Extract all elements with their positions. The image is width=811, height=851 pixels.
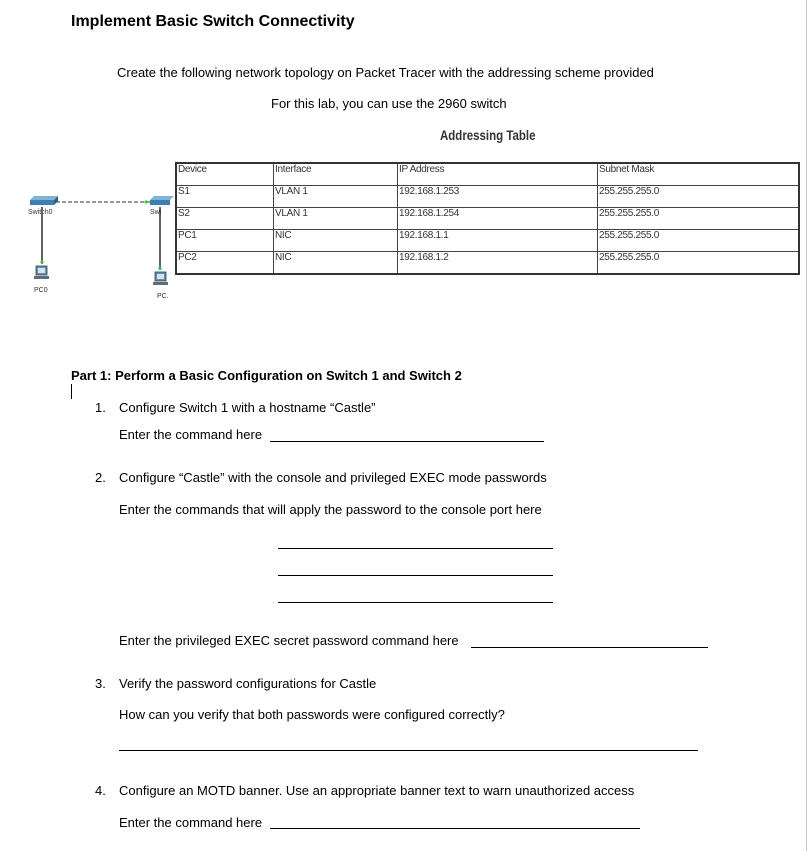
header-device: Device (176, 163, 274, 186)
item3-answer-line[interactable] (119, 750, 698, 751)
cell-subnet-mask: 255.255.255.0 (598, 208, 800, 230)
addressing-table-title: Addressing Table (440, 127, 536, 143)
cell-interface: VLAN 1 (274, 208, 398, 230)
item2-answer-line-1[interactable] (278, 548, 553, 549)
intro-switch-note: For this lab, you can use the 2960 switch (271, 96, 507, 111)
cell-ip-address: 192.168.1.2 (398, 252, 598, 275)
pc0-icon (34, 266, 49, 279)
item1-answer-line[interactable] (270, 441, 544, 442)
cell-interface: VLAN 1 (274, 186, 398, 208)
item2-secret-answer-line[interactable] (471, 647, 708, 648)
switch1-label: Swi (150, 209, 162, 216)
cell-device: S1 (176, 186, 274, 208)
intro-text: Create the following network topology on Packet Tracer with the addressing scheme provided (117, 65, 654, 80)
table-header-row (176, 163, 799, 186)
link-endpoint-right (144, 200, 147, 203)
table-row (176, 252, 799, 275)
pc1-label: PC. (157, 293, 169, 300)
item2-prompt-secret: Enter the privileged EXEC secret password command here (119, 633, 459, 648)
cell-device: PC2 (176, 252, 274, 275)
table-row (176, 230, 799, 252)
switch0-label: Switch0 (28, 209, 53, 216)
item2-prompt: Enter the commands that will apply the password to the console port here (119, 502, 542, 517)
header-subnet-mask: Subnet Mask (598, 163, 800, 186)
cell-subnet-mask: 255.255.255.0 (598, 252, 800, 275)
item2-text: Configure “Castle” with the console and privileged EXEC mode passwords (119, 470, 547, 485)
item2-answer-line-2[interactable] (278, 575, 553, 576)
table-row (176, 186, 799, 208)
cell-ip-address: 192.168.1.1 (398, 230, 598, 252)
table-row (176, 208, 799, 230)
item3-number: 3. (95, 676, 106, 691)
header-interface: Interface (274, 163, 398, 186)
item2-answer-line-3[interactable] (278, 602, 553, 603)
switch1-icon (150, 196, 174, 205)
document-title: Implement Basic Switch Connectivity (71, 13, 355, 30)
cell-device: S2 (176, 208, 274, 230)
pc1-icon (153, 272, 168, 285)
addressing-table (175, 162, 800, 275)
cell-device: PC1 (176, 230, 274, 252)
pc0-label: PC0 (34, 287, 48, 294)
item1-text: Configure Switch 1 with a hostname “Castle” (119, 400, 376, 415)
header-ip-address: IP Address (398, 163, 598, 186)
cell-subnet-mask: 255.255.255.0 (598, 230, 800, 252)
cell-subnet-mask: 255.255.255.0 (598, 186, 800, 208)
pc1-link-endpoint (158, 266, 161, 269)
item1-prompt: Enter the command here (119, 427, 263, 442)
item1-number: 1. (95, 400, 106, 415)
item4-answer-line[interactable] (270, 828, 640, 829)
page-edge (806, 0, 807, 851)
item4-text: Configure an MOTD banner. Use an appropriate banner text to warn unauthorized access (119, 783, 635, 798)
cell-interface: NIC (274, 230, 398, 252)
cell-ip-address: 192.168.1.253 (398, 186, 598, 208)
item4-prompt: Enter the command here (119, 815, 263, 830)
switch0-icon (30, 196, 58, 205)
cell-ip-address: 192.168.1.254 (398, 208, 598, 230)
item2-number: 2. (95, 470, 106, 485)
item4-number: 4. (95, 783, 106, 798)
text-cursor (71, 384, 72, 399)
item3-prompt: How can you verify that both passwords were configured correctly? (119, 707, 505, 722)
pc0-link-endpoint (40, 260, 43, 263)
item3-text: Verify the password configurations for Castle (119, 676, 377, 691)
cell-interface: NIC (274, 252, 398, 275)
part1-title: Part 1: Perform a Basic Configuration on Switch 1 and Switch 2 (71, 368, 462, 383)
